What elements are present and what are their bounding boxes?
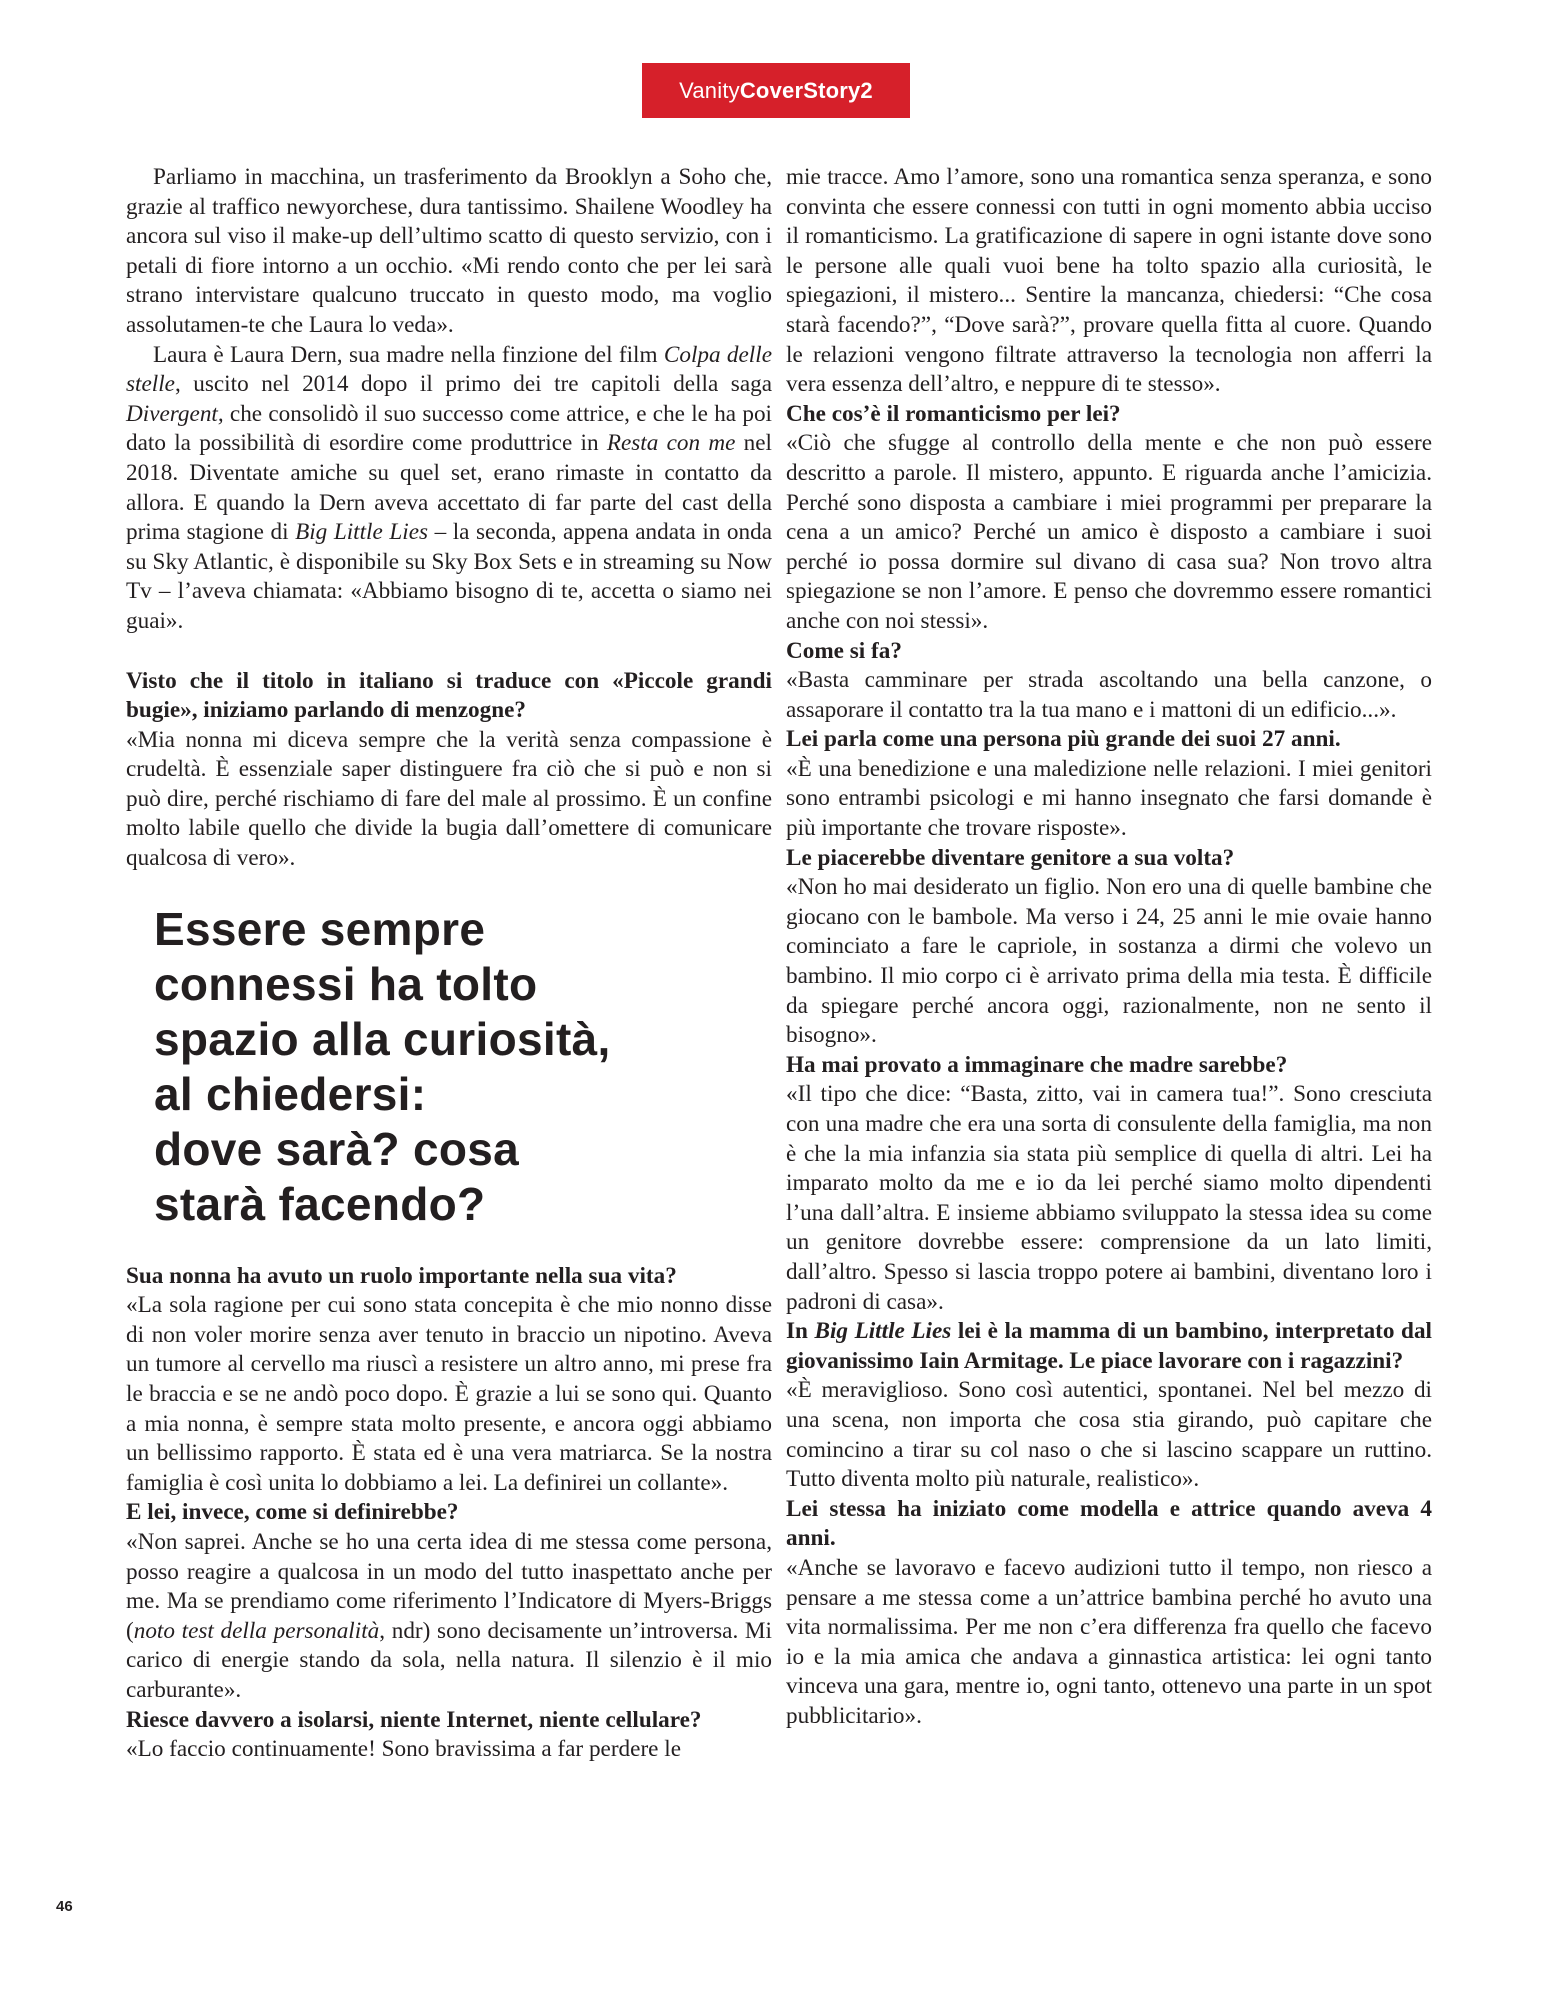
interview-answer: «È una benedizione e una maledizione nelle relazioni. I miei genitori sono entrambi psicologi e mi hanno insegnato che farsi domande è più importante che trovare risposte».: [786, 755, 1432, 842]
show-title: Big Little Lies: [295, 519, 429, 546]
interview-answer: «Mia nonna mi diceva sempre che la verità senza compassione è crudeltà. È essenziale saper distinguere fra ciò che si può e non si può dire, perché rischiamo di fare del male al prossimo. È un confine molto labile quello che divide la bugia dall’omettere di comunicare qualcosa di vero».: [126, 726, 772, 872]
interview-answer: «La sola ragione per cui sono stata concepita è che mio nonno disse di non voler morire senza aver tenuto in braccio un nipotino. Aveva un tumore al cervello ma riuscì a resistere un altro anno, mi prese fra le braccia e se ne andò poco dopo. È grazie a lui se sono qui. Quanto a mia nonna, è sempre stata molto presente, e ancora oggi abbiamo un bellissimo rapporto. È stata ed è una vera matriarca. Se la nostra famiglia è così unita lo dobbiamo a lei. La definirei un collante».: [126, 1292, 772, 1496]
interview-question: Le piacerebbe diventare genitore a sua volta?: [786, 844, 1235, 871]
interview-answer: mie tracce. Amo l’amore, sono una romantica senza speranza, e sono convinta che essere connessi con tutti in ogni momento abbia ucciso il romanticismo. La gratificazione di sapere in ogni istante dove sono le persone alle quali vuoi bene ha tolto spazio alla curiosità, le spiegazioni, il mistero... Sentire la mancanza, chiedersi: “Che cosa starà facendo?”, “Dove sarà?”, provare quella fitta al cuore. Quando le relazioni vengono filtrate attraverso la tecnologia non afferri la vera essenza dell’altro, e neppure di te stesso».: [786, 164, 1432, 398]
interview-answer: «È meraviglioso. Sono così autentici, spontanei. Nel bel mezzo di una scena, non importa che cosa stia girando, può capitare che comincino a tirar su col naso o che si lascino scappare un ruttino. Tutto diventa molto più naturale, realistico».: [786, 1377, 1432, 1493]
pull-quote: Essere sempre connessi ha tolto spazio alla curiosità, al chiedersi: dove sarà? cosa starà facendo?: [154, 902, 611, 1230]
interview-answer: «Non saprei. Anche se ho una certa idea di me stessa come persona, posso reagire a qualcosa in un modo del tutto inaspettato anche per me. Ma se prendiamo come riferimento l’Indicatore di Myers-Briggs (noto test della personalità, ndr) sono decisamente un’introversa. Mi carico di energie stando da sola, nella natura. Il silenzio è il mio carburante».: [126, 1529, 772, 1703]
page-number: 46: [56, 1898, 73, 1915]
intro-paragraph: Parliamo in macchina, un trasferimento da Brooklyn a Soho che, grazie al traffico newyorchese, dura tantissimo. Shailene Woodley ha ancora sul viso il make-up dell’ultimo scatto di questo servizio, con i petali di fiore intorno a un occhio. «Mi rendo conto che per lei sarà strano intervistare qualcuno truccato in questo modo, ma voglio assolutamen-te che Laura lo veda».: [126, 164, 772, 338]
spacer: [126, 637, 772, 667]
article-column-left: [126, 163, 772, 1765]
badge-label-vanity: Vanity: [679, 77, 740, 103]
interview-question: Riesce davvero a isolarsi, niente Internet, niente cellulare?: [126, 1706, 702, 1733]
interview-answer: «Non ho mai desiderato un figlio. Non ero una di quelle bambine che giocano con le bambole. Ma verso i 24, 25 anni le mie ovaie hanno cominciato a fare le capriole, in sostanza a dirmi che volevo un bambino. Il mio corpo ci è arrivato prima della mia testa. È difficile da spiegare perché ancora oggi, razionalmente, non ne sento il bisogno».: [786, 874, 1432, 1049]
interview-answer: «Il tipo che dice: “Basta, zitto, vai in camera tua!”. Sono cresciuta con una madre che era una sorta di consulente della famiglia, ma non è che la mia infanzia sia stata più semplice di quella di altri. Lei ha imparato molto da me e io da lei perché siamo molto dipendenti l’una dall’altra. E insieme abbiamo sviluppato la stessa idea su come un genitore dovrebbe essere: comprensione da un lato limiti, dall’altro. Spesso si lascia troppo potere ai bambini, diventano loro i padroni di casa».: [786, 1081, 1432, 1315]
interview-question: Lei parla come una persona più grande dei suoi 27 anni.: [786, 726, 1341, 753]
film-title: Colpa delle stelle: [126, 341, 772, 398]
show-title: Big Little Lies: [814, 1318, 952, 1345]
interview-answer: «Anche se lavoravo e facevo audizioni tutto il tempo, non riesco a pensare a me stessa come a un’attrice bambina perché ho avuto una vita normalissima. Per me non c’era differenza fra quello che facevo io e la mia amica che andava a ginnastica artistica: lei ogni tanto vinceva una gara, mentre io, ogni tanto, ottenevo una parte in un spot pubblicitario».: [786, 1554, 1432, 1729]
interview-question: Sua nonna ha avuto un ruolo importante nella sua vita?: [126, 1262, 677, 1289]
interview-question: In Big Little Lies lei è la mamma di un bambino, interpretato dal giovanissimo Iain Armitage. Le piace lavorare con i ragazzini?: [786, 1318, 1432, 1374]
interview-question: Che cos’è il romanticismo per lei?: [786, 400, 1121, 427]
interview-answer: «Basta camminare per strada ascoltando una bella canzone, o assaporare il contatto tra la tua mano e i mattoni di un edificio...».: [786, 667, 1432, 723]
interview-answer: «Lo faccio continuamente! Sono bravissima a far perdere le: [126, 1736, 681, 1763]
interview-question: Visto che il titolo in italiano si traduce con «Piccole grandi bugie», iniziamo parlando di menzogne?: [126, 667, 772, 724]
interview-answer: «Ciò che sfugge al controllo della mente e che non può essere descritto a parole. Il mistero, appunto. E riguarda anche l’amicizia. Perché sono disposta a cambiare i miei programmi per preparare la cena a un amico? Perché un amico è disposto a cambiare i suoi perché io possa dormire sul divano di casa sua? Non trovo altra spiegazione se non l’amore. E penso che dovremmo essere romantici anche con noi stessi».: [786, 430, 1432, 634]
laura-dern-paragraph: Laura è Laura Dern, sua madre nella finzione del film Colpa delle stelle, uscito nel 2014 dopo il primo dei tre capitoli della saga Divergent, che consolidò il suo successo come attrice, e che le ha poi dato la possibilità di esordire come produttrice in Resta con me nel 2018. Diventate amiche su quel set, erano rimaste in contatto da allora. E quando la Dern aveva accettato di far parte del cast della prima stagione di Big Little Lies – la seconda, appena andata in onda su Sky Atlantic, è disponibile su Sky Box Sets e in streaming su Now Tv – l’aveva chiamata: «Abbiamo bisogno di te, accetta o siamo nei guai».: [126, 341, 773, 634]
interview-question: Lei stessa ha iniziato come modella e attrice quando aveva 4 anni.: [786, 1495, 1432, 1552]
film-title: Divergent,: [126, 400, 224, 427]
film-title: Resta con me: [606, 430, 736, 457]
article-column-right: [786, 163, 1432, 1731]
interview-question: Ha mai provato a immaginare che madre sarebbe?: [786, 1051, 1288, 1078]
section-badge: [642, 63, 910, 118]
interview-question: E lei, invece, come si definirebbe?: [126, 1499, 459, 1526]
interview-question: Come si fa?: [786, 637, 902, 664]
badge-label-coverstory: CoverStory2: [739, 77, 873, 103]
